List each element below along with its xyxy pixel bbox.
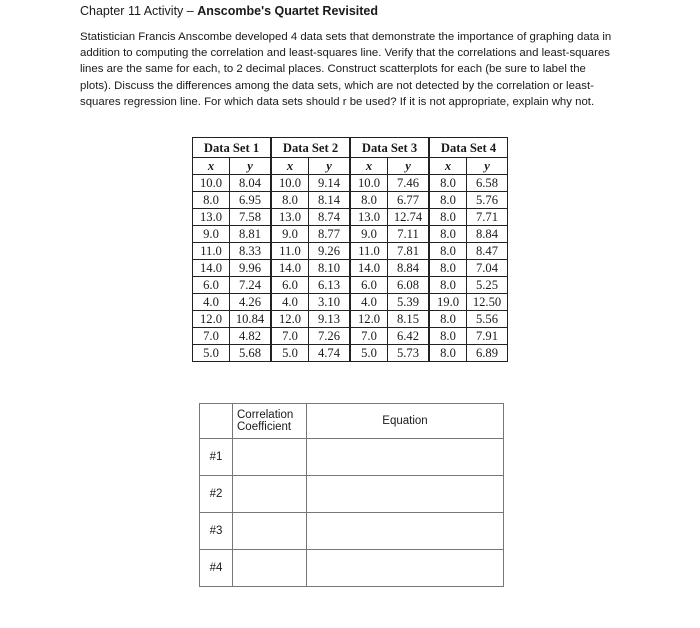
x-header: x: [271, 158, 309, 175]
y-cell: 8.47: [467, 243, 508, 260]
y-cell: 8.04: [230, 175, 272, 192]
x-cell: 11.0: [350, 243, 388, 260]
x-cell: 12.0: [350, 311, 388, 328]
y-cell: 6.77: [388, 192, 430, 209]
answer-row-label: #4: [200, 550, 233, 587]
x-cell: 9.0: [271, 226, 309, 243]
x-cell: 14.0: [271, 260, 309, 277]
x-cell: 7.0: [271, 328, 309, 345]
x-cell: 7.0: [193, 328, 230, 345]
answer-row-label: #3: [200, 513, 233, 550]
y-cell: 7.24: [230, 277, 272, 294]
y-cell: 8.14: [309, 192, 351, 209]
answer-row: [200, 550, 504, 587]
y-cell: 7.58: [230, 209, 272, 226]
x-cell: 11.0: [271, 243, 309, 260]
correlation-cell[interactable]: [233, 439, 307, 476]
y-cell: 5.68: [230, 345, 272, 362]
y-cell: 12.74: [388, 209, 430, 226]
x-cell: 8.0: [429, 226, 467, 243]
y-cell: 7.04: [467, 260, 508, 277]
y-header: y: [467, 158, 508, 175]
group-header: Data Set 2: [271, 138, 350, 158]
equation-cell[interactable]: [307, 550, 504, 587]
equation-cell[interactable]: [307, 439, 504, 476]
table-row: [193, 243, 508, 260]
x-cell: 8.0: [429, 277, 467, 294]
x-header: x: [350, 158, 388, 175]
x-cell: 13.0: [271, 209, 309, 226]
y-cell: 6.42: [388, 328, 430, 345]
x-cell: 6.0: [350, 277, 388, 294]
x-cell: 4.0: [193, 294, 230, 311]
y-cell: 8.33: [230, 243, 272, 260]
y-cell: 9.26: [309, 243, 351, 260]
anscombe-data-table: [192, 137, 508, 362]
y-cell: 8.15: [388, 311, 430, 328]
answer-row: [200, 476, 504, 513]
answer-row: [200, 439, 504, 476]
y-cell: 7.91: [467, 328, 508, 345]
x-cell: 6.0: [271, 277, 309, 294]
table-row: [193, 328, 508, 345]
x-cell: 8.0: [193, 192, 230, 209]
table-row: [193, 345, 508, 362]
group-header: Data Set 1: [193, 138, 272, 158]
y-cell: 6.13: [309, 277, 351, 294]
y-cell: 7.11: [388, 226, 430, 243]
x-cell: 5.0: [271, 345, 309, 362]
y-cell: 5.56: [467, 311, 508, 328]
y-cell: 6.95: [230, 192, 272, 209]
table-row: [193, 175, 508, 192]
x-cell: 8.0: [429, 311, 467, 328]
y-cell: 8.74: [309, 209, 351, 226]
y-cell: 5.39: [388, 294, 430, 311]
title-prefix: Chapter 11 Activity –: [80, 4, 198, 18]
x-cell: 14.0: [193, 260, 230, 277]
y-cell: 8.84: [467, 226, 508, 243]
x-cell: 9.0: [193, 226, 230, 243]
y-cell: 5.76: [467, 192, 508, 209]
x-cell: 12.0: [193, 311, 230, 328]
group-header-row: [193, 138, 508, 158]
x-cell: 4.0: [271, 294, 309, 311]
equation-cell[interactable]: [307, 476, 504, 513]
x-cell: 8.0: [429, 260, 467, 277]
y-cell: 7.71: [467, 209, 508, 226]
y-cell: 8.10: [309, 260, 351, 277]
document-title: [80, 4, 378, 18]
answer-header-row: [200, 404, 504, 439]
x-cell: 9.0: [350, 226, 388, 243]
y-cell: 6.89: [467, 345, 508, 362]
x-cell: 13.0: [193, 209, 230, 226]
x-cell: 5.0: [193, 345, 230, 362]
equation-header: Equation: [307, 404, 504, 439]
x-cell: 8.0: [429, 209, 467, 226]
x-cell: 8.0: [350, 192, 388, 209]
y-cell: 8.84: [388, 260, 430, 277]
table-row: [193, 277, 508, 294]
table-row: [193, 311, 508, 328]
x-cell: 10.0: [271, 175, 309, 192]
y-header: y: [309, 158, 351, 175]
y-cell: 5.25: [467, 277, 508, 294]
y-header: y: [230, 158, 272, 175]
y-cell: 4.82: [230, 328, 272, 345]
y-cell: 7.46: [388, 175, 430, 192]
x-cell: 10.0: [350, 175, 388, 192]
table-row: [193, 226, 508, 243]
group-header: Data Set 3: [350, 138, 429, 158]
y-header: y: [388, 158, 430, 175]
answer-row-label: #1: [200, 439, 233, 476]
x-cell: 8.0: [429, 192, 467, 209]
xy-header-row: [193, 158, 508, 175]
answer-header-blank: [200, 404, 233, 439]
x-cell: 8.0: [271, 192, 309, 209]
table-row: [193, 260, 508, 277]
x-cell: 13.0: [350, 209, 388, 226]
y-cell: 9.14: [309, 175, 351, 192]
y-cell: 12.50: [467, 294, 508, 311]
x-cell: 8.0: [429, 345, 467, 362]
data-table-body: [193, 175, 508, 362]
x-cell: 4.0: [350, 294, 388, 311]
correlation-cell[interactable]: [233, 513, 307, 550]
group-header: Data Set 4: [429, 138, 508, 158]
y-cell: 4.74: [309, 345, 351, 362]
answer-row-label: #2: [200, 476, 233, 513]
answer-row: [200, 513, 504, 550]
y-cell: 7.26: [309, 328, 351, 345]
x-cell: 8.0: [429, 328, 467, 345]
table-row: [193, 294, 508, 311]
y-cell: 5.73: [388, 345, 430, 362]
x-cell: 14.0: [350, 260, 388, 277]
y-cell: 9.96: [230, 260, 272, 277]
x-cell: 8.0: [429, 243, 467, 260]
x-cell: 6.0: [193, 277, 230, 294]
x-cell: 8.0: [429, 175, 467, 192]
x-cell: 10.0: [193, 175, 230, 192]
y-cell: 6.08: [388, 277, 430, 294]
x-header: x: [193, 158, 230, 175]
title-bold: Anscombe's Quartet Revisited: [197, 4, 378, 18]
table-row: [193, 192, 508, 209]
y-cell: 6.58: [467, 175, 508, 192]
x-cell: 5.0: [350, 345, 388, 362]
y-cell: 8.81: [230, 226, 272, 243]
x-cell: 12.0: [271, 311, 309, 328]
y-cell: 8.77: [309, 226, 351, 243]
y-cell: 4.26: [230, 294, 272, 311]
x-header: x: [429, 158, 467, 175]
x-cell: 11.0: [193, 243, 230, 260]
x-cell: 19.0: [429, 294, 467, 311]
y-cell: 3.10: [309, 294, 351, 311]
y-cell: 10.84: [230, 311, 272, 328]
correlation-header: Correlation Coefficient: [233, 404, 307, 439]
x-cell: 7.0: [350, 328, 388, 345]
correlation-cell[interactable]: [233, 550, 307, 587]
instructions-paragraph: Statistician Francis Anscombe developed 4 data sets that demonstrate the importance of graphing data in addition to computing the correlation and least-squares line. Verify that the correlations and least-squares lines are the same for each, to 2 decimal places. Construct scatterplots for each (be sure to label the plots). Discuss the differences among the data sets, which are not detected by the correlation or least-squares regression line. For which data sets should r be used? If it is not appropriate, explain why not.: [80, 31, 612, 108]
equation-cell[interactable]: [307, 513, 504, 550]
answer-table: [199, 403, 504, 587]
correlation-cell[interactable]: [233, 476, 307, 513]
table-row: [193, 209, 508, 226]
y-cell: 9.13: [309, 311, 351, 328]
y-cell: 7.81: [388, 243, 430, 260]
